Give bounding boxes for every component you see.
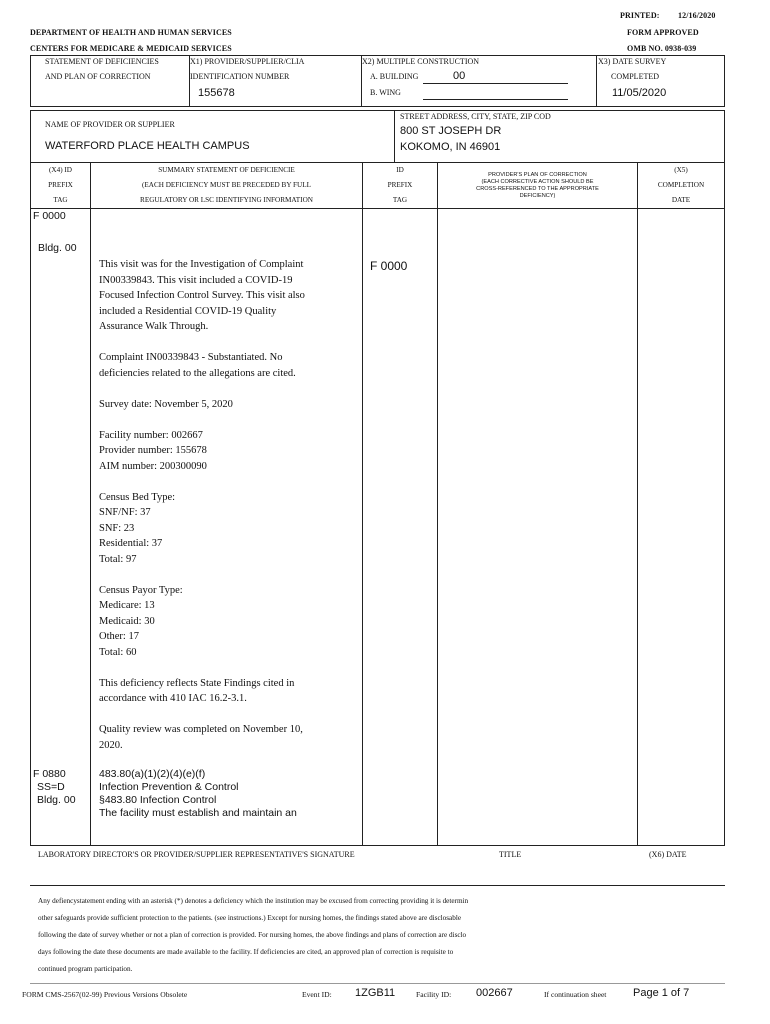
col-x4-l3: TAG [53, 196, 68, 204]
event-id-value: 1ZGB11 [355, 987, 396, 999]
x2-label: X2) MULTIPLE CONSTRUCTION [362, 57, 480, 66]
text-line: Complaint IN00339843 - Substantiated. No [99, 352, 283, 363]
page-number: Page 1 of 7 [633, 987, 690, 999]
text-line: This deficiency reflects State Findings cited in [99, 677, 295, 689]
col-summary-l3: REGULATORY OR LSC IDENTIFYING INFORMATION [140, 196, 313, 204]
text-line: Total: 60 [99, 646, 137, 658]
disclaimer-line: continued program participation. [38, 965, 133, 973]
col-summary-l2: (EACH DEFICIENCY MUST BE PRECEDED BY FULL [141, 181, 312, 189]
signature-label: LABORATORY DIRECTOR'S OR PROVIDER/SUPPLIER REPRESENTATIVE'S SIGNATURE [38, 850, 355, 859]
col-plan-l2: (EACH CORRECTIVE ACTION SHOULD BE [481, 179, 594, 185]
col-id-l3: TAG [392, 196, 408, 204]
disclaimer [38, 893, 738, 978]
col-x4-l1: (X4) ID [49, 166, 72, 174]
tag-bldg-00-2: Bldg. 00 [37, 794, 76, 806]
text-line: This visit was for the Investigation of Complaint [99, 259, 304, 270]
disclaimer-line: other safeguards provide sufficient protection to the patients. (see instructions.) Except for nursing homes, the findings stated above are disclosable [38, 914, 462, 922]
disclaimer-line: following the date of survey whether or not a plan of correction is provided. For nursing homes, the above findings and plans of correction are disclo [38, 931, 467, 939]
tag-f0000: F 0000 [33, 210, 66, 222]
summary-text [99, 257, 361, 753]
text-line: Survey date: November 5, 2020 [99, 398, 233, 410]
omb-number: OMB NO. 0938-039 [627, 44, 697, 53]
col-x5-l2: COMPLETION [657, 181, 705, 189]
department-title: DEPARTMENT OF HEALTH AND HUMAN SERVICES [30, 28, 232, 37]
paragraph [99, 350, 361, 381]
date-label: (X6) DATE [649, 850, 687, 859]
disclaimer-line: days following the date these documents are made available to the facility. If deficiencies are cited, an approved plan of correction is requisite to [38, 948, 454, 956]
form-approved: FORM APPROVED [627, 28, 699, 37]
printed-date: 12/16/2020 [678, 11, 716, 20]
paragraph [99, 397, 361, 413]
event-id-label: Event ID: [302, 990, 332, 999]
title-label: TITLE [499, 850, 522, 859]
address-line-1: 800 ST JOSEPH DR [400, 125, 502, 137]
col-id-l1: ID [396, 166, 404, 174]
col-plan-l3: CROSS-REFERENCED TO THE APPROPRIATE [476, 186, 599, 192]
address-line-2: KOKOMO, IN 46901 [400, 141, 501, 153]
statement-label-1: STATEMENT OF DEFICIENCIES [45, 57, 159, 66]
col-x5-l3: DATE [671, 196, 691, 204]
text-line: Census Bed Type: [99, 491, 176, 503]
regulation-text [99, 768, 361, 820]
paragraph [99, 490, 361, 568]
provider-name-label: NAME OF PROVIDER OR SUPPLIER [45, 120, 175, 129]
text-line: Facility number: 002667 [99, 429, 203, 441]
x1-label-1: X1) PROVIDER/SUPPLIER/CLIA [190, 57, 305, 66]
facility-id-value: 002667 [476, 987, 513, 999]
id-tag-f0000: F 0000 [370, 259, 408, 273]
text-line: Census Payor Type: [99, 584, 183, 596]
col-plan-l1: PROVIDER'S PLAN OF CORRECTION [488, 172, 587, 178]
text-line: IN00339843. This visit included a COVID-19 [99, 274, 293, 286]
text-line: included a Residential COVID-19 Quality [99, 305, 277, 317]
col-summary-l1: SUMMARY STATEMENT OF DEFICIENCIE [158, 166, 295, 174]
building-value: 00 [453, 70, 466, 82]
address-label: STREET ADDRESS, CITY, STATE, ZIP COD [400, 112, 551, 121]
text-line: SNF: 23 [99, 522, 135, 534]
paragraph [99, 257, 361, 335]
text-line: 483.80(a)(1)(2)(4)(e)(f) [99, 768, 206, 780]
text-line: SNF/NF: 37 [99, 507, 151, 518]
text-line: deficiencies related to the allegations are cited. [99, 367, 296, 379]
text-line: Total: 97 [99, 553, 137, 565]
survey-date: 11/05/2020 [612, 87, 667, 99]
text-line: Residential: 37 [99, 538, 163, 549]
statement-label-2: AND PLAN OF CORRECTION [45, 72, 151, 81]
x1-label-2: IDENTIFICATION NUMBER [190, 72, 290, 81]
building-label: A. BUILDING [370, 72, 419, 81]
text-line: The facility must establish and maintain an [99, 807, 297, 819]
disclaimer-line: Any defiencystatement ending with an asterisk (*) denotes a deficiency which the institution may be excused from correcting providing it is determin [38, 897, 469, 905]
tag-f0880: F 0880 [33, 768, 66, 780]
provider-name: WATERFORD PLACE HEALTH CAMPUS [45, 140, 250, 152]
text-line: AIM number: 200300090 [99, 460, 207, 472]
text-line: Provider number: 155678 [99, 445, 207, 456]
text-line: Other: 17 [99, 631, 139, 642]
wing-label: B. WING [370, 88, 401, 97]
x3-label-1: X3) DATE SURVEY [598, 57, 667, 66]
x3-label-2: COMPLETED [611, 72, 659, 81]
text-line: Assurance Walk Through. [99, 321, 209, 332]
text-line: §483.80 Infection Control [99, 794, 217, 806]
text-line: Quality review was completed on November 10, [99, 724, 303, 735]
text-line: Focused Infection Control Survey. This visit also [99, 290, 305, 301]
col-id-l2: PREFIX [387, 181, 413, 189]
text-line: 2020. [99, 739, 123, 751]
tag-bldg-00: Bldg. 00 [38, 242, 77, 254]
continuation-label: If continuation sheet [544, 990, 607, 999]
centers-title: CENTERS FOR MEDICARE & MEDICAID SERVICES [30, 44, 232, 53]
tag-f0880-block [33, 768, 76, 807]
text-line: accordance with 410 IAC 16.2-3.1. [99, 693, 247, 704]
facility-id-label: Facility ID: [416, 990, 452, 999]
col-x5-l1: (X5) [674, 166, 688, 174]
paragraph [99, 428, 361, 475]
text-line: Infection Prevention & Control [99, 781, 239, 793]
col-plan-l4: DEFICIENCY) [519, 193, 556, 199]
paragraph [99, 722, 361, 753]
col-x4-l2: PREFIX [48, 181, 73, 189]
text-line: Medicare: 13 [99, 600, 155, 611]
text-line: Medicaid: 30 [99, 615, 155, 627]
provider-number: 155678 [198, 87, 235, 99]
form-number: FORM CMS-2567(02-99) Previous Versions Obsolete [22, 990, 188, 999]
tag-ss-d: SS=D [37, 781, 65, 793]
paragraph [99, 676, 361, 707]
printed-label: PRINTED: [620, 11, 660, 20]
paragraph [99, 583, 361, 661]
